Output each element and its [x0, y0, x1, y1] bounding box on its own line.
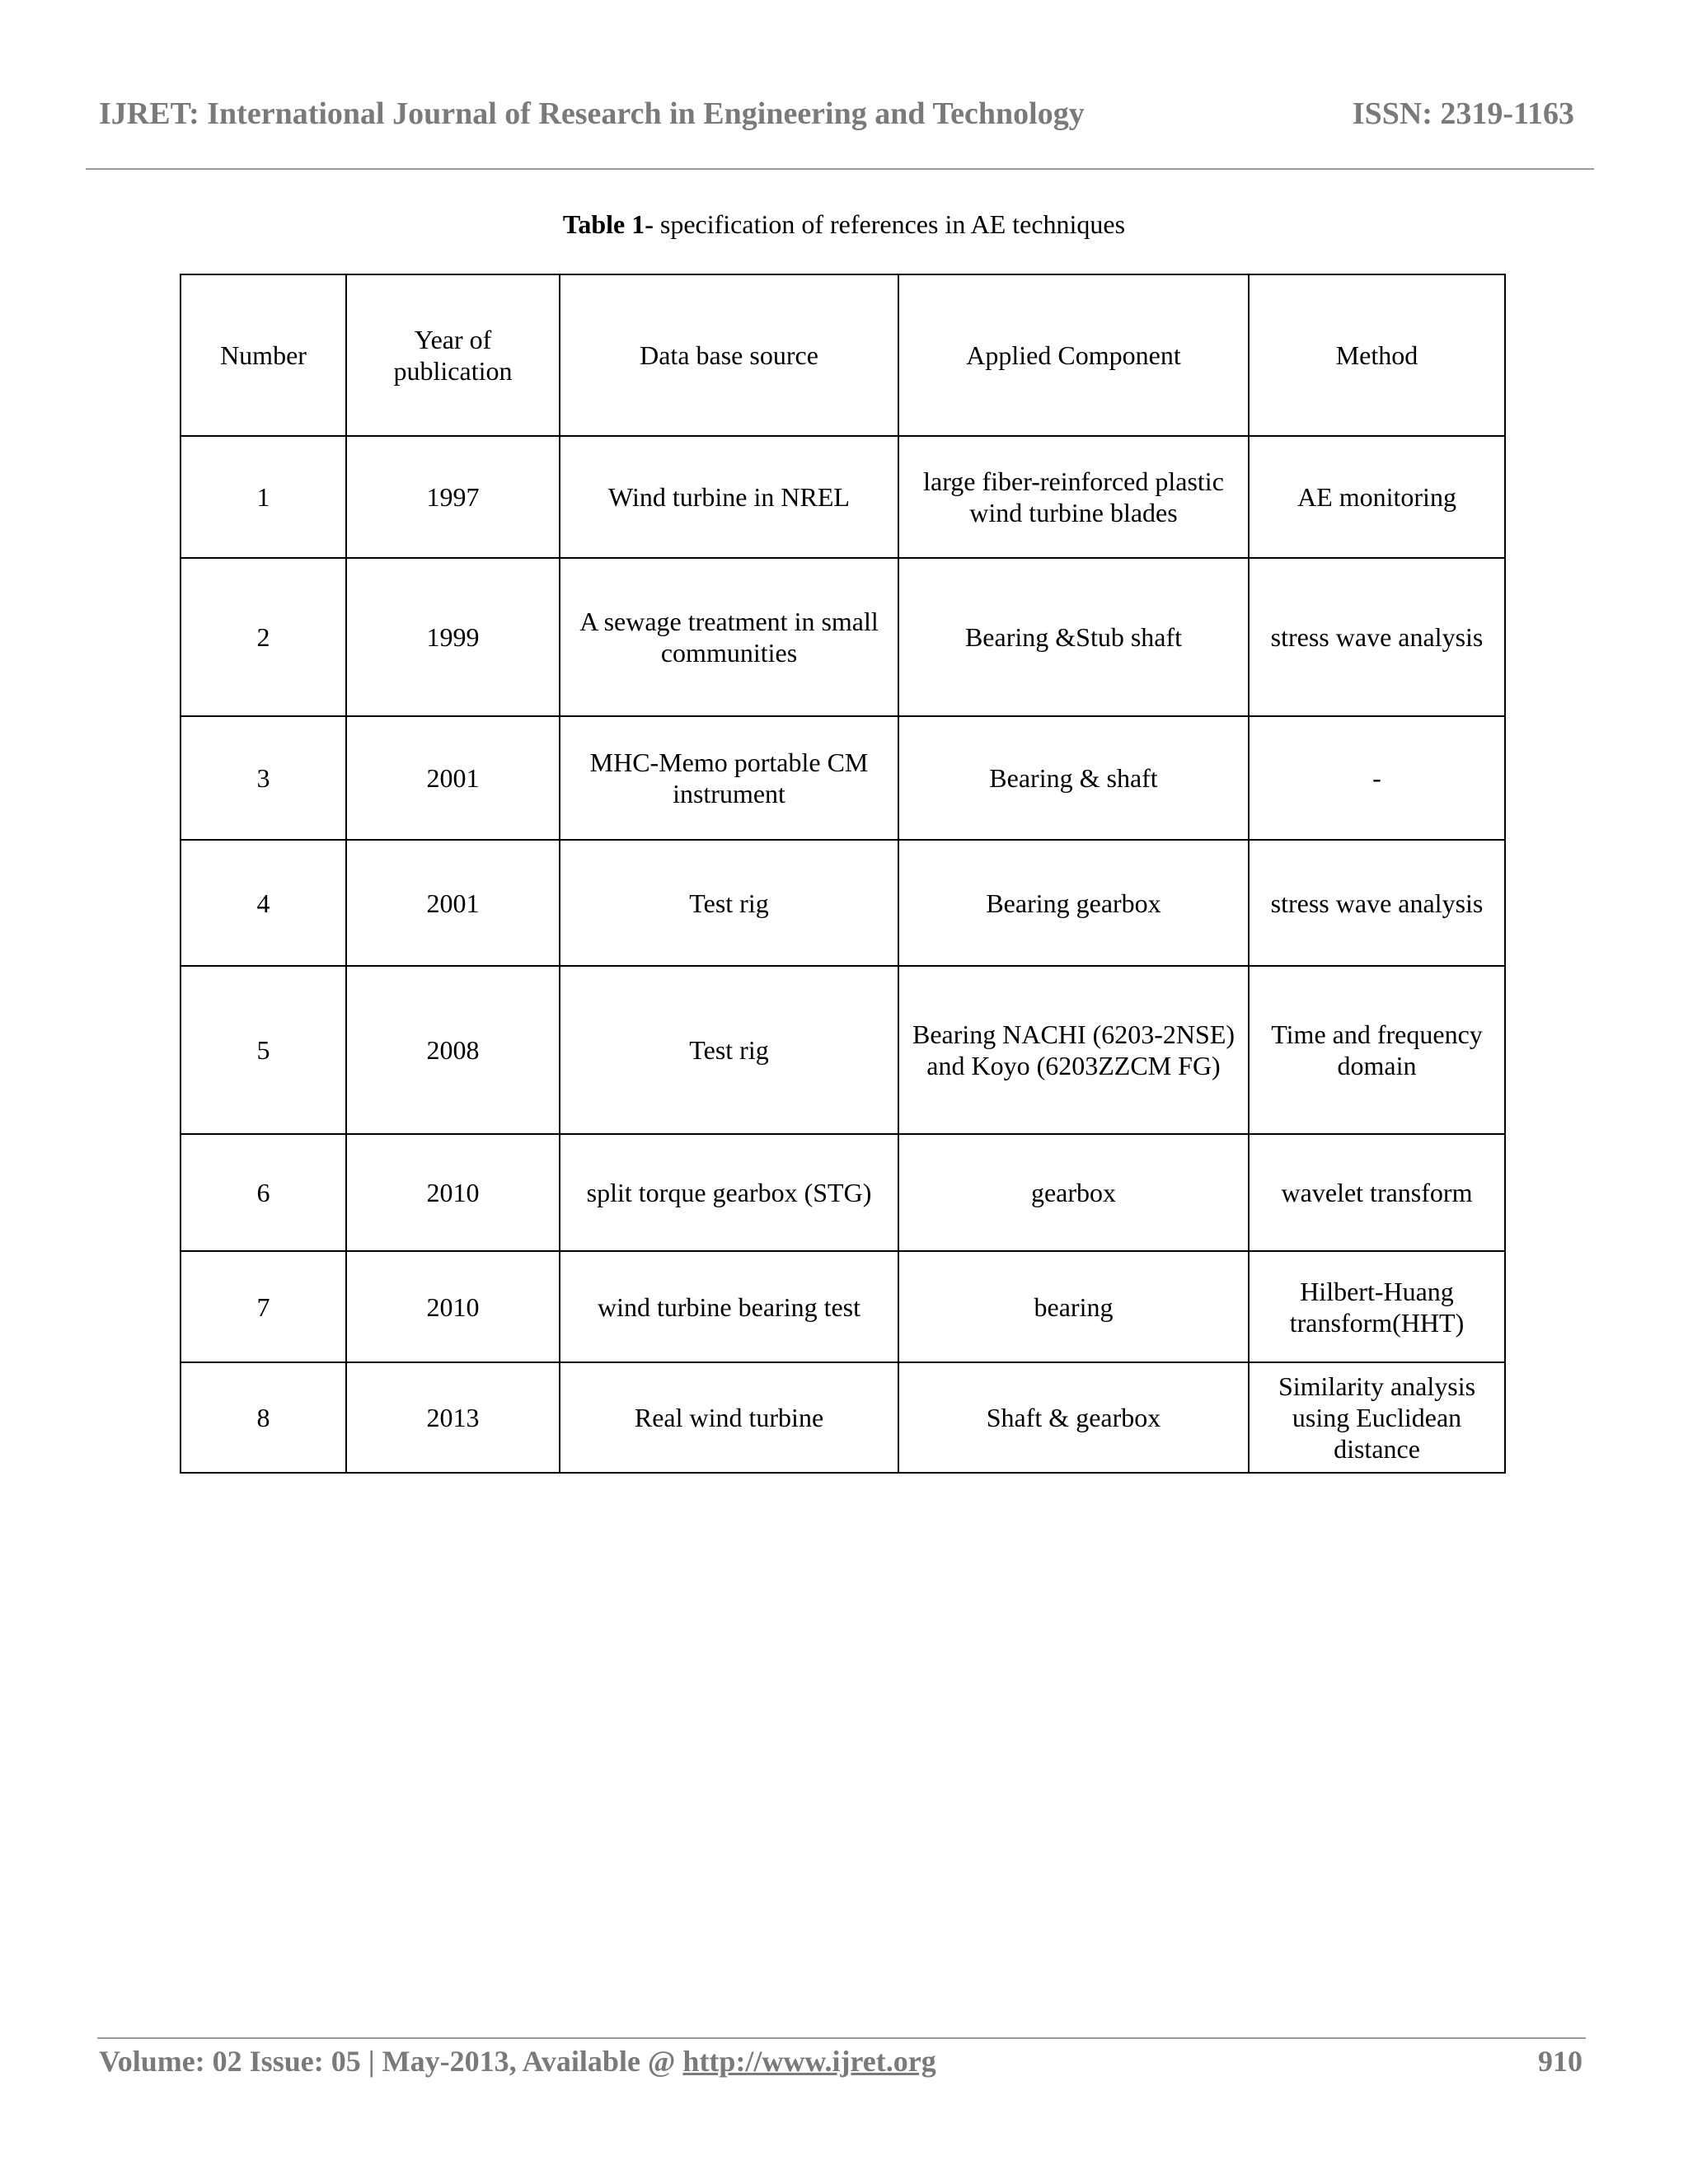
header-divider — [86, 168, 1594, 170]
cell-applied-component: bearing — [898, 1251, 1249, 1362]
table-row — [181, 1251, 1505, 1362]
header-year: Year of publication — [346, 274, 560, 436]
volume-info — [99, 2044, 936, 2079]
header-database-source: Data base source — [560, 274, 898, 436]
table-row — [181, 1362, 1505, 1473]
cell-database-source: split torque gearbox (STG) — [560, 1134, 898, 1251]
running-header — [99, 96, 1574, 145]
cell-method: stress wave analysis — [1249, 840, 1505, 966]
references-table — [180, 274, 1506, 1474]
cell-year: 2010 — [346, 1251, 560, 1362]
table-row — [181, 716, 1505, 840]
header-method: Method — [1249, 274, 1505, 436]
cell-number: 7 — [181, 1251, 346, 1362]
journal-link[interactable]: http://www.ijret.org — [682, 2045, 936, 2078]
cell-year: 2001 — [346, 840, 560, 966]
table-row — [181, 1134, 1505, 1251]
header-applied-component: Applied Component — [898, 274, 1249, 436]
cell-method: - — [1249, 716, 1505, 840]
cell-number: 5 — [181, 966, 346, 1134]
header-number: Number — [181, 274, 346, 436]
cell-method: stress wave analysis — [1249, 558, 1505, 716]
running-footer — [99, 2044, 1582, 2093]
cell-applied-component: Shaft & gearbox — [898, 1362, 1249, 1473]
journal-title: IJRET: International Journal of Research in Engineering and Technology — [99, 96, 1085, 131]
cell-year: 1997 — [346, 436, 560, 558]
cell-number: 2 — [181, 558, 346, 716]
cell-applied-component: Bearing NACHI (6203-2NSE) and Koyo (6203ZZCM FG) — [898, 966, 1249, 1134]
cell-method: Time and frequency domain — [1249, 966, 1505, 1134]
cell-database-source: Wind turbine in NREL — [560, 436, 898, 558]
cell-year: 2001 — [346, 716, 560, 840]
cell-number: 1 — [181, 436, 346, 558]
issn-label: ISSN: 2319-1163 — [1352, 96, 1574, 131]
table-caption-label: Table 1- — [562, 209, 654, 239]
cell-applied-component: Bearing &Stub shaft — [898, 558, 1249, 716]
cell-year: 2008 — [346, 966, 560, 1134]
cell-applied-component: Bearing gearbox — [898, 840, 1249, 966]
cell-applied-component: large fiber-reinforced plastic wind turbine blades — [898, 436, 1249, 558]
table-header-row — [181, 274, 1505, 436]
cell-number: 8 — [181, 1362, 346, 1473]
table-row — [181, 436, 1505, 558]
cell-database-source: wind turbine bearing test — [560, 1251, 898, 1362]
cell-database-source: Test rig — [560, 966, 898, 1134]
cell-method: wavelet transform — [1249, 1134, 1505, 1251]
cell-applied-component: gearbox — [898, 1134, 1249, 1251]
table-row — [181, 840, 1505, 966]
table-row — [181, 966, 1505, 1134]
cell-database-source: A sewage treatment in small communities — [560, 558, 898, 716]
cell-method: Similarity analysis using Euclidean distance — [1249, 1362, 1505, 1473]
table-caption-text: specification of references in AE techniques — [653, 209, 1126, 239]
cell-year: 2010 — [346, 1134, 560, 1251]
table-caption — [0, 209, 1688, 240]
cell-number: 4 — [181, 840, 346, 966]
footer-divider — [97, 2037, 1586, 2039]
cell-database-source: MHC-Memo portable CM instrument — [560, 716, 898, 840]
cell-year: 1999 — [346, 558, 560, 716]
cell-applied-component: Bearing & shaft — [898, 716, 1249, 840]
page-number: 910 — [1538, 2045, 1582, 2078]
cell-database-source: Real wind turbine — [560, 1362, 898, 1473]
cell-year: 2013 — [346, 1362, 560, 1473]
cell-method: Hilbert-Huang transform(HHT) — [1249, 1251, 1505, 1362]
cell-method: AE monitoring — [1249, 436, 1505, 558]
cell-database-source: Test rig — [560, 840, 898, 966]
cell-number: 3 — [181, 716, 346, 840]
table-row — [181, 558, 1505, 716]
cell-number: 6 — [181, 1134, 346, 1251]
volume-text: Volume: 02 Issue: 05 | May-2013, Available @ — [99, 2045, 683, 2078]
